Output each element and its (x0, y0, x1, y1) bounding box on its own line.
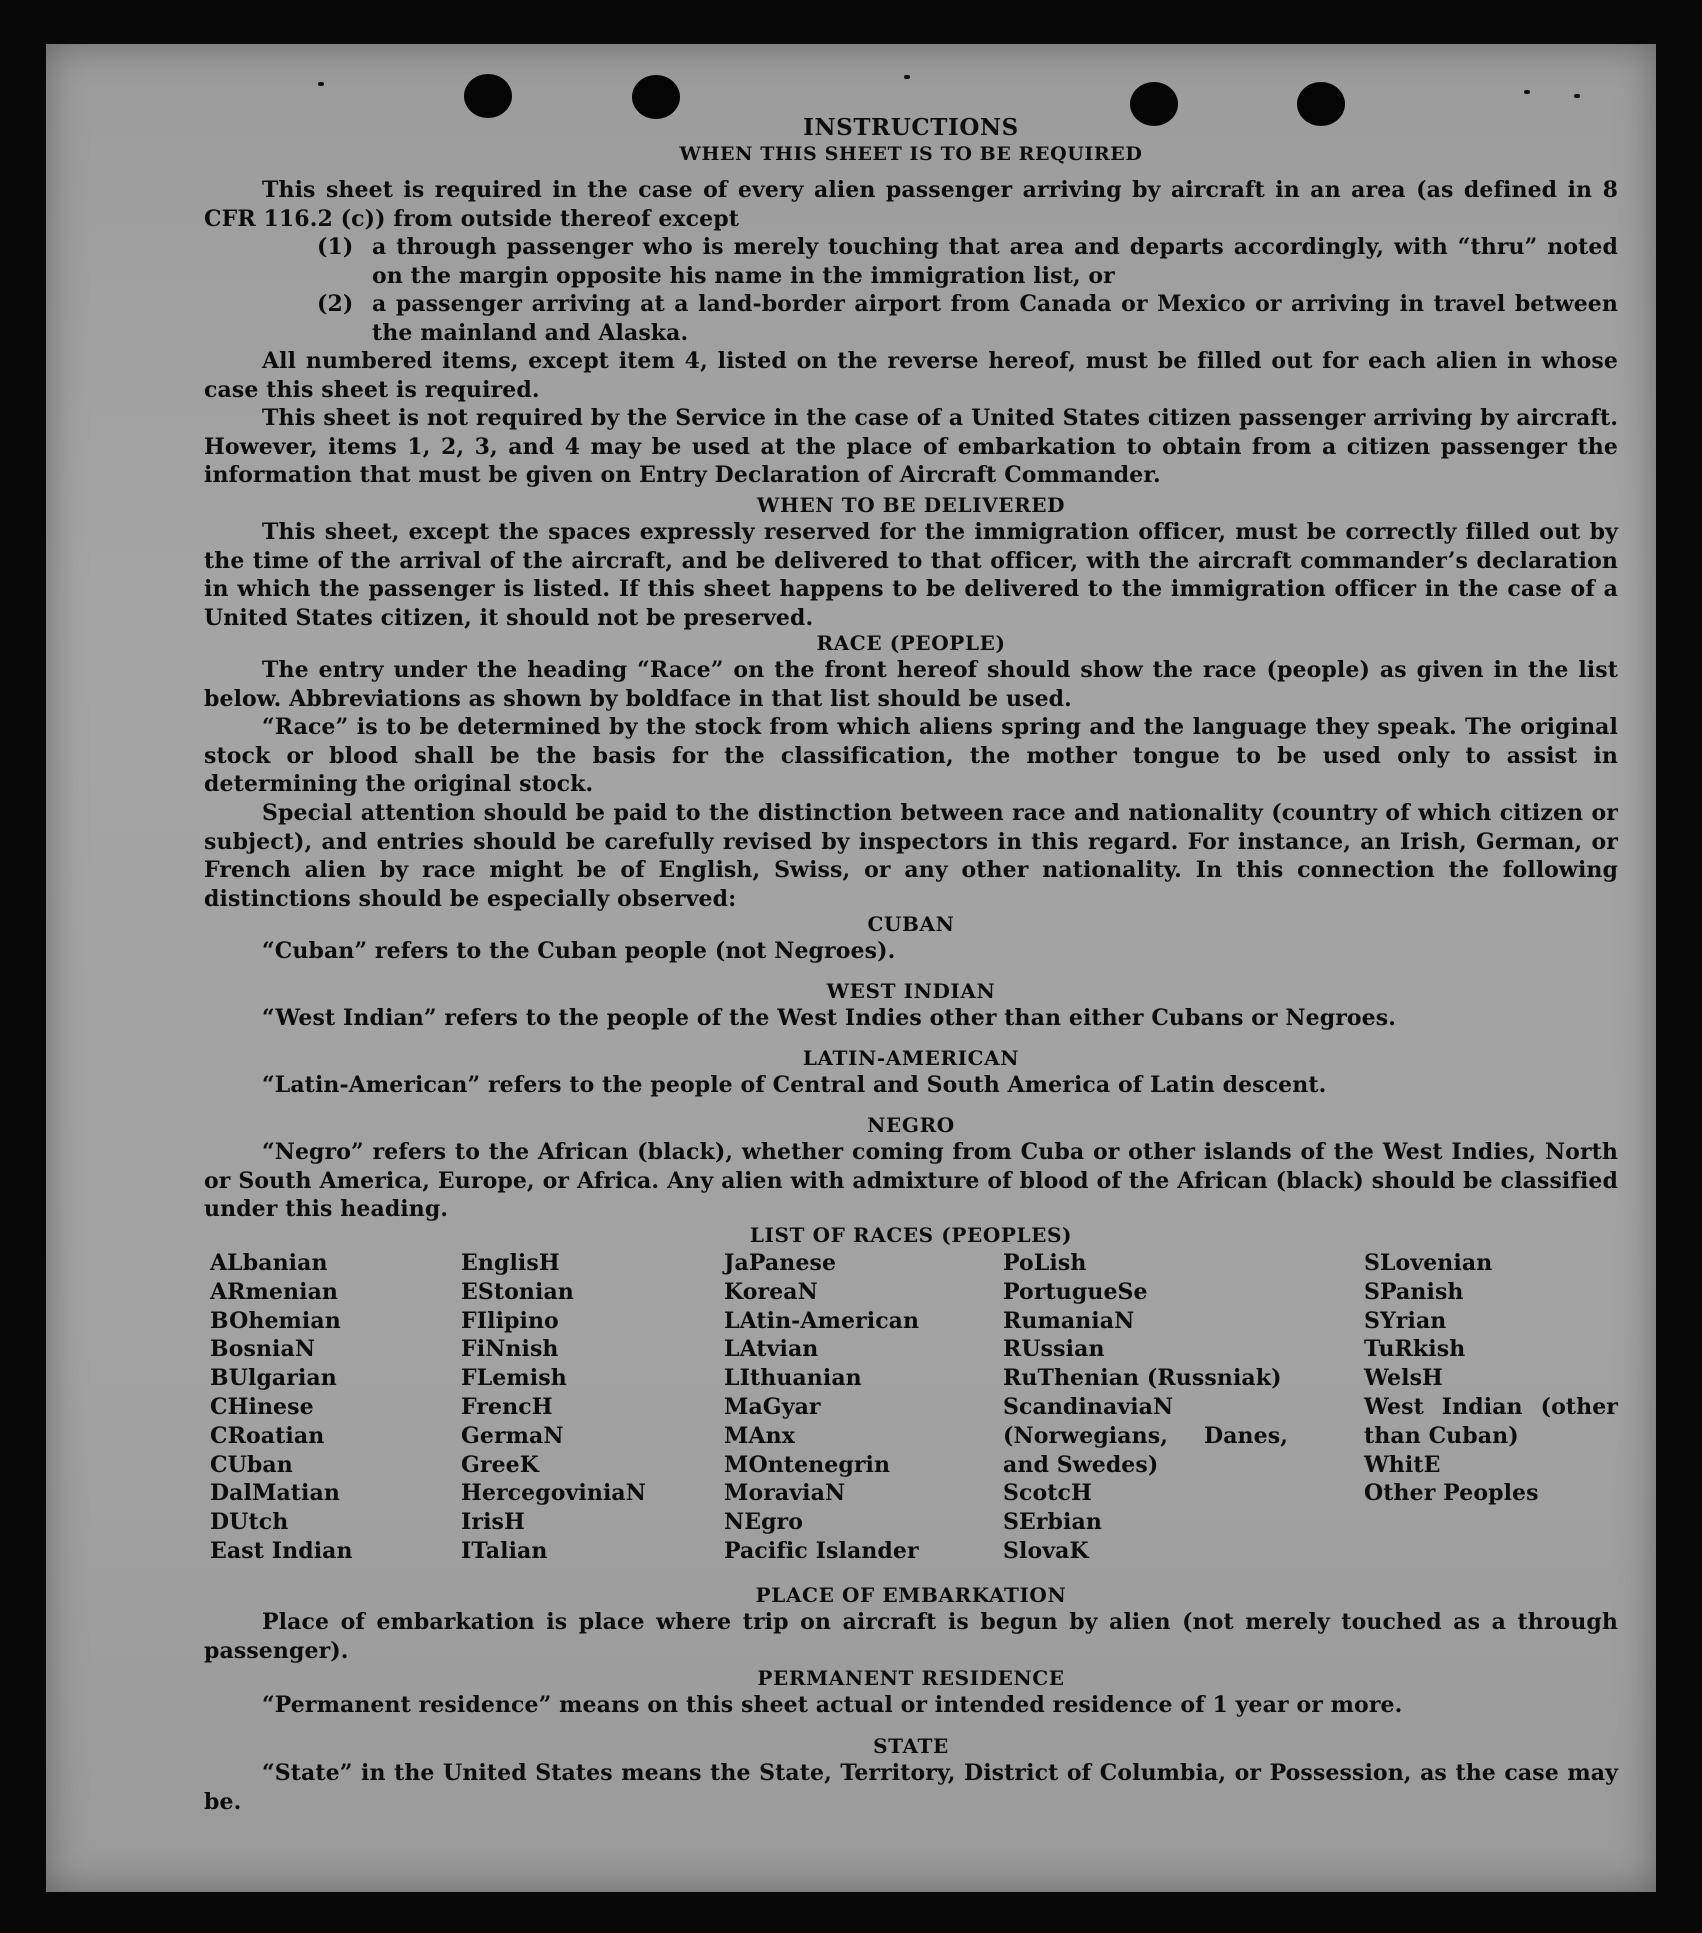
race-entry: BUlgarian (210, 1365, 337, 1392)
exception-item-2 (317, 290, 1618, 347)
race-entry: MOntenegrin (724, 1451, 891, 1478)
race-entry: LAtvian (724, 1336, 819, 1363)
race-entry: CRoatian (210, 1422, 325, 1449)
race-entry: SYrian (1364, 1307, 1447, 1334)
race-entry: SlovaK (1003, 1537, 1089, 1564)
embarkation-heading: PLACE OF EMBARKATION (755, 1583, 1067, 1607)
race-heading: RACE (PEOPLE) (816, 631, 1006, 655)
negro-heading: NEGRO (867, 1113, 955, 1137)
race-entry: NEgro (724, 1509, 804, 1536)
instructions-heading: INSTRUCTIONS (803, 114, 1019, 141)
race-entry: SErbian (1003, 1509, 1102, 1536)
residence-definition: “Permanent residence” means on this sheet actual or intended residence of 1 year or more. (262, 1692, 1403, 1718)
speck (318, 82, 324, 86)
document-sheet (46, 44, 1656, 1892)
races-column-2 (461, 1249, 701, 1566)
race-entry: EStonian (461, 1278, 574, 1305)
cuban-definition: “Cuban” refers to the Cuban people (not Negroes). (262, 938, 896, 964)
state-definition: “State” in the United States means the State, Territory, District of Columbia, or Possession, as the case may be. (204, 1760, 1618, 1815)
race-entry: RuThenian (Russniak) (1003, 1365, 1282, 1392)
race-paragraph-2: “Race” is to be determined by the stock from which aliens spring and the language they speak. The original stock or blood shall be the basis for the classification, the mother tongue to be used only to assist in determining the original stock. (204, 714, 1618, 798)
state-heading: STATE (873, 1734, 949, 1758)
race-entry: Pacific Islander (724, 1537, 919, 1564)
races-column-5 (1364, 1249, 1618, 1508)
race-entry: DUtch (210, 1509, 289, 1536)
race-entry: West Indian (other than Cuban) (1364, 1393, 1618, 1449)
race-entry: FrencH (461, 1393, 553, 1420)
cuban-heading: CUBAN (867, 912, 955, 936)
race-entry: FiNnish (461, 1336, 559, 1363)
numbered-items-paragraph: All numbered items, except item 4, listed on the reverse hereof, must be filled out for each alien in whose case this sheet is required. (204, 348, 1618, 403)
race-entry: LAtin-American (724, 1307, 920, 1334)
race-entry: GermaN (461, 1422, 564, 1449)
race-entry: SLovenian (1364, 1250, 1493, 1276)
citizen-paragraph: This sheet is not required by the Service in the case of a United States citizen passenger arriving by aircraft. However, items 1, 2, 3, and 4 may be used at the place of embarkation to obtain from a citizen passenger the information that must be given on Entry Declaration of Aircraft Commander. (204, 405, 1618, 489)
latin-american-heading: LATIN-AMERICAN (802, 1046, 1020, 1070)
race-entry: KoreaN (724, 1278, 818, 1305)
race-entry: Other Peoples (1364, 1480, 1539, 1507)
race-entry: DalMatian (210, 1480, 340, 1507)
west-indian-definition: “West Indian” refers to the people of the West Indies other than either Cubans or Negroes. (262, 1005, 1397, 1031)
race-entry: JaPanese (724, 1250, 837, 1276)
required-heading: WHEN THIS SHEET IS TO BE REQUIRED (679, 143, 1143, 165)
race-entry: CUban (210, 1451, 293, 1478)
race-entry: ScandinaviaN (Norwegians, Danes, and Swedes) (1003, 1393, 1288, 1478)
race-entry: PoLish (1003, 1250, 1087, 1276)
race-entry: East Indian (210, 1537, 353, 1564)
punch-hole (632, 75, 680, 119)
races-list-heading: LIST OF RACES (PEOPLES) (749, 1223, 1073, 1247)
negro-definition: “Negro” refers to the African (black), whether coming from Cuba or other islands of the West Indies, North or South America, Europe, or Africa. Any alien with admixture of blood of the African (black) should be classified under this heading. (204, 1139, 1618, 1223)
race-entry: GreeK (461, 1451, 539, 1478)
race-entry: CHinese (210, 1393, 314, 1420)
residence-heading: PERMANENT RESIDENCE (757, 1666, 1065, 1690)
race-entry: HercegoviniaN (461, 1480, 646, 1507)
race-entry: RumaniaN (1003, 1307, 1135, 1334)
race-entry: LIthuanian (724, 1365, 862, 1392)
punch-hole (464, 74, 512, 118)
race-entry: ScotcH (1003, 1480, 1092, 1507)
exception-text: a passenger arriving at a land-border airport from Canada or Mexico or arriving in travel between the mainland and Alaska. (372, 291, 1618, 346)
race-entry: ARmenian (210, 1278, 339, 1305)
speck (904, 75, 910, 79)
west-indian-heading: WEST INDIAN (826, 979, 996, 1003)
race-entry: SPanish (1364, 1278, 1464, 1305)
race-entry: ALbanian (210, 1250, 328, 1276)
race-entry: FIlipino (461, 1307, 559, 1334)
exception-number: (1) (317, 234, 354, 260)
exception-item-1 (317, 233, 1618, 290)
latin-american-definition: “Latin-American” refers to the people of Central and South America of Latin descent. (262, 1072, 1327, 1098)
races-column-4 (1003, 1249, 1293, 1566)
race-paragraph-1: The entry under the heading “Race” on the front hereof should show the race (people) as given in the list below. Abbreviations as shown by boldface in that list should be used. (204, 657, 1618, 712)
delivered-paragraph: This sheet, except the spaces expressly reserved for the immigration officer, must be correctly filled out by the time of the arrival of the aircraft, and be delivered to that officer, with the aircraft commander’s declaration in which the passenger is listed. If this sheet happens to be delivered to the immigration officer in the case of a United States citizen, it should not be preserved. (204, 519, 1618, 631)
race-entry: MaGyar (724, 1393, 821, 1420)
exception-number: (2) (317, 291, 354, 317)
race-entry: IrisH (461, 1509, 525, 1536)
exception-text: a through passenger who is merely touching that area and departs accordingly, with “thru” noted on the margin opposite his name in the immigration list, or (372, 234, 1618, 289)
race-paragraph-3: Special attention should be paid to the distinction between race and nationality (country of which citizen or subject), and entries should be carefully revised by inspectors in this regard. For instance, an Irish, German, or French alien by race might be of English, Swiss, or any other nationality. In this connection the following distinctions should be especially observed: (204, 800, 1618, 912)
race-entry: PortugueSe (1003, 1278, 1148, 1305)
race-entry: TuRkish (1364, 1336, 1466, 1363)
race-entry: RUssian (1003, 1336, 1105, 1363)
race-entry: BOhemian (210, 1307, 341, 1334)
race-entry: FLemish (461, 1365, 567, 1392)
race-entry: MAnx (724, 1422, 795, 1449)
race-entry: MoraviaN (724, 1480, 846, 1507)
race-entry-scandinavian (1003, 1393, 1288, 1479)
required-intro: This sheet is required in the case of every alien passenger arriving by aircraft in an area (as defined in 8 CFR 116.2 (c)) from outside thereof except (204, 177, 1618, 232)
delivered-heading: WHEN TO BE DELIVERED (756, 493, 1066, 517)
race-entry: WhitE (1364, 1451, 1441, 1478)
race-entry: ITalian (461, 1537, 548, 1564)
speck (1524, 90, 1530, 94)
races-column-1 (210, 1249, 440, 1566)
race-entry: EnglisH (461, 1250, 560, 1276)
speck (1574, 94, 1580, 98)
embarkation-definition: Place of embarkation is place where trip on aircraft is begun by alien (not merely touched as a through passenger). (204, 1609, 1618, 1664)
race-entry-west-indian (1364, 1393, 1618, 1451)
races-column-3 (724, 1249, 984, 1566)
race-entry: BosniaN (210, 1336, 316, 1363)
race-entry: WelsH (1364, 1365, 1443, 1392)
